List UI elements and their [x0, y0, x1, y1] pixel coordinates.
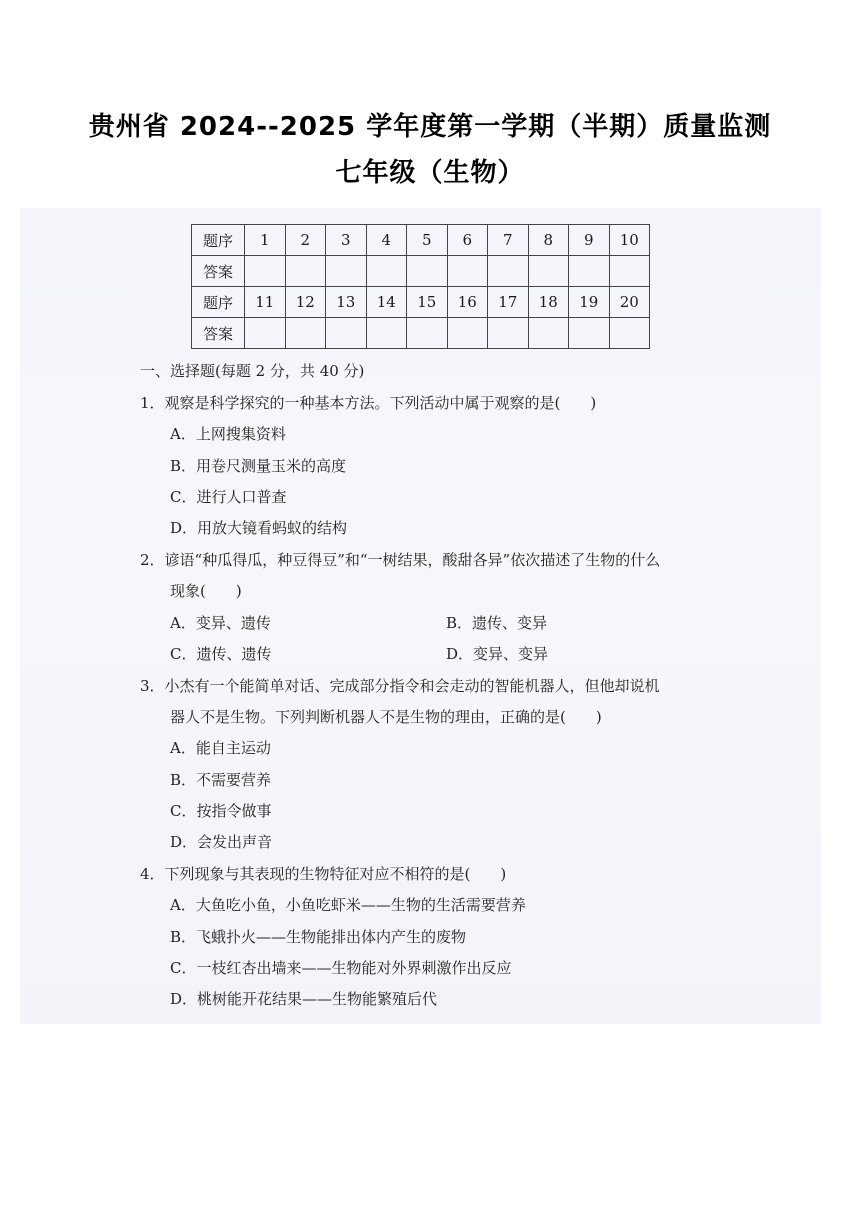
answer-cell[interactable] — [285, 256, 326, 287]
answer-cell[interactable] — [528, 318, 569, 349]
question-2-stem: 2．谚语“种瓜得瓜，种豆得豆”和“一树结果，酸甜各异”依次描述了生物的什么 — [140, 551, 661, 569]
question-3-stem: 3．小杰有一个能简单对话、完成部分指令和会走动的智能机器人，但他却说机 — [140, 677, 660, 695]
question-number-cell: 8 — [528, 225, 569, 256]
question-4-stem: 4．下列现象与其表现的生物特征对应不相符的是( ) — [140, 865, 507, 883]
question-1-option-d[interactable]: D．用放大镜看蚂蚁的结构 — [170, 519, 348, 537]
answer-table — [191, 224, 650, 349]
question-number-row — [192, 225, 650, 256]
answer-cell[interactable] — [609, 318, 650, 349]
question-3-option-c[interactable]: C．按指令做事 — [170, 802, 272, 820]
question-number-cell: 20 — [609, 287, 650, 318]
question-number-cell: 17 — [488, 287, 529, 318]
question-number-cell: 13 — [326, 287, 367, 318]
answer-cell[interactable] — [569, 256, 610, 287]
question-number-cell: 16 — [447, 287, 488, 318]
question-number-cell: 10 — [609, 225, 650, 256]
question-number-cell: 15 — [407, 287, 448, 318]
answer-cell[interactable] — [488, 318, 529, 349]
answer-cell[interactable] — [366, 318, 407, 349]
question-4-option-d[interactable]: D．桃树能开花结果——生物能繁殖后代 — [170, 990, 438, 1008]
question-number-cell: 11 — [245, 287, 286, 318]
row-label: 题序 — [192, 225, 245, 256]
question-4-option-b[interactable]: B．飞蛾扑火——生物能排出体内产生的废物 — [170, 928, 467, 946]
question-1-option-b[interactable]: B．用卷尺测量玉米的高度 — [170, 457, 347, 475]
question-1-option-a[interactable]: A．上网搜集资料 — [170, 425, 286, 443]
question-number-cell: 7 — [488, 225, 529, 256]
question-number-cell: 5 — [407, 225, 448, 256]
question-2-option-d[interactable]: D．变异、变异 — [446, 645, 549, 663]
answer-cell[interactable] — [569, 318, 610, 349]
question-2-option-b[interactable]: B．遗传、变异 — [446, 614, 548, 632]
answer-cell[interactable] — [285, 318, 326, 349]
question-number-cell: 14 — [366, 287, 407, 318]
question-3-option-b[interactable]: B．不需要营养 — [170, 771, 272, 789]
question-number-cell: 1 — [245, 225, 286, 256]
row-label: 答案 — [192, 256, 245, 287]
question-2-stem-cont: 现象( ) — [170, 582, 242, 600]
question-3-stem-cont: 器人不是生物。下列判断机器人不是生物的理由，正确的是( ) — [170, 708, 602, 726]
question-4-option-c[interactable]: C．一枝红杏出墙来——生物能对外界刺激作出反应 — [170, 959, 512, 977]
page-title-line1: 贵州省 2024--2025 学年度第一学期（半期）质量监测 — [88, 112, 772, 142]
row-label: 题序 — [192, 287, 245, 318]
page-title-line2: 七年级（生物） — [335, 158, 525, 188]
answer-cell[interactable] — [245, 318, 286, 349]
answer-cell[interactable] — [366, 256, 407, 287]
answer-row — [192, 318, 650, 349]
answer-row — [192, 256, 650, 287]
question-number-cell: 3 — [326, 225, 367, 256]
question-number-cell: 19 — [569, 287, 610, 318]
question-number-cell: 12 — [285, 287, 326, 318]
question-2-option-c[interactable]: C．遗传、遗传 — [170, 645, 272, 663]
question-4-option-a[interactable]: A．大鱼吃小鱼，小鱼吃虾米——生物的生活需要营养 — [170, 896, 526, 914]
answer-cell[interactable] — [488, 256, 529, 287]
question-number-cell: 18 — [528, 287, 569, 318]
question-3-option-d[interactable]: D．会发出声音 — [170, 833, 273, 851]
question-number-cell: 9 — [569, 225, 610, 256]
answer-cell[interactable] — [245, 256, 286, 287]
answer-cell[interactable] — [407, 256, 448, 287]
row-label: 答案 — [192, 318, 245, 349]
answer-cell[interactable] — [326, 256, 367, 287]
question-1-option-c[interactable]: C．进行人口普查 — [170, 488, 287, 506]
answer-cell[interactable] — [447, 256, 488, 287]
question-number-cell: 4 — [366, 225, 407, 256]
question-number-cell: 6 — [447, 225, 488, 256]
question-2-option-a[interactable]: A．变异、遗传 — [170, 614, 271, 632]
question-1-stem: 1．观察是科学探究的一种基本方法。下列活动中属于观察的是( ) — [140, 394, 597, 412]
answer-cell[interactable] — [447, 318, 488, 349]
answer-cell[interactable] — [528, 256, 569, 287]
question-3-option-a[interactable]: A．能自主运动 — [170, 739, 271, 757]
answer-cell[interactable] — [326, 318, 367, 349]
question-number-cell: 2 — [285, 225, 326, 256]
answer-cell[interactable] — [407, 318, 448, 349]
scanned-exam-region — [20, 208, 821, 1024]
section-heading: 一、选择题(每题 2 分，共 40 分) — [140, 362, 365, 380]
question-number-row — [192, 287, 650, 318]
answer-cell[interactable] — [609, 256, 650, 287]
